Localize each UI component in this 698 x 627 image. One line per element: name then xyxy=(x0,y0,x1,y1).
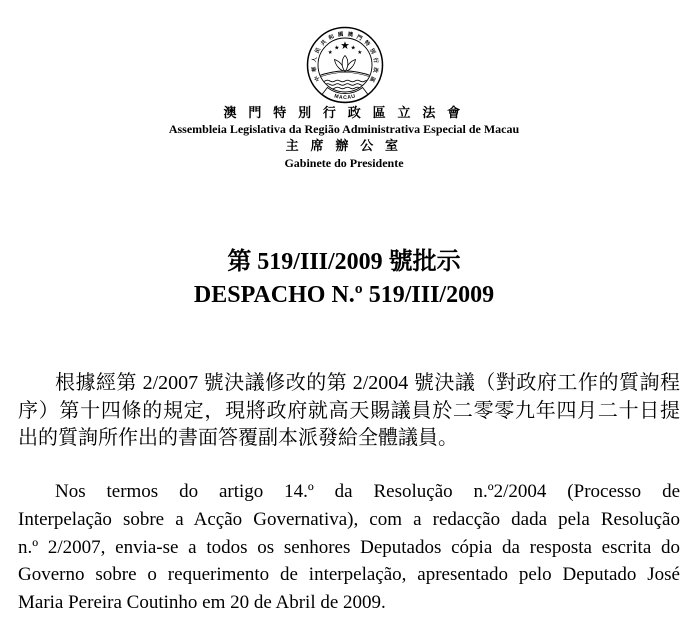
body-line: Maria Pereira Coutinho em 20 de Abril de 2009. xyxy=(18,592,386,613)
office-name-portuguese: Gabinete do Presidente xyxy=(284,156,404,170)
lotus-center-petal xyxy=(342,56,348,72)
macau-emblem xyxy=(305,25,385,105)
dispatch-title-portuguese: DESPACHO N.º 519/III/2009 xyxy=(193,282,495,308)
dispatch-title-chinese: 第 519/III/2009 號批示 xyxy=(227,249,461,275)
body-line: 序）第十四條的規定，現將政府就高天賜議員於二零零九年四月二十日提 xyxy=(18,399,680,422)
body-line: n.º 2/2007, envia-se a todos os senhores Deputados cópia da resposta escrita do xyxy=(18,536,680,558)
office-name-chinese: 主 席 辦 公 室 xyxy=(285,138,403,153)
body-line: Governo sobre o requerimento de interpelação, apresentado pelo Deputado José xyxy=(18,564,680,586)
body-paragraph-portuguese xyxy=(18,478,680,617)
body-line: Interpelação sobre a Acção Governativa), com a redacção dada pela Resolução xyxy=(18,508,680,530)
body-line: Nos termos do artigo 14.º da Resolução n.º2/2004 (Processo de xyxy=(55,481,680,502)
body-line: 根據經第 2/2007 號決議修改的第 2/2004 號決議（對政府工作的質詢程 xyxy=(55,372,680,394)
body-line: 出的質詢所作出的書面答覆副本派發給全體議員。 xyxy=(18,427,458,449)
emblem-ribbon-text-path: MACAU xyxy=(333,93,357,101)
body-paragraph-chinese xyxy=(18,370,680,453)
org-name-portuguese: Assembleia Legislativa da Região Administrativa Especial de Macau xyxy=(168,121,520,136)
emblem-ring-text-path: 中華人民共和國澳門特別行政區 xyxy=(311,31,379,83)
org-name-chinese: 澳 門 特 別 行 政 區 立 法 會 xyxy=(223,105,465,120)
